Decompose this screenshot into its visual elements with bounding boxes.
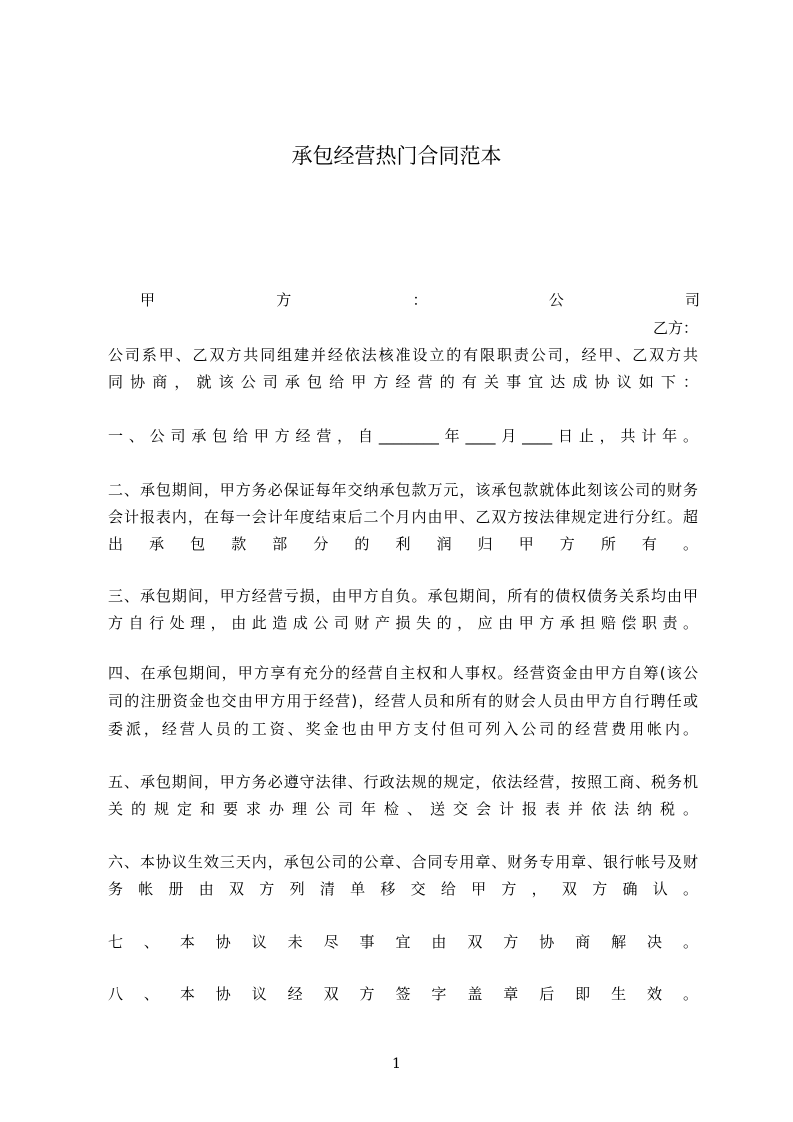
clause-4-line: 四、在承包期间，甲方享有充分的经营自主权和人事权。经营资金由甲方自筹(该公 <box>108 664 698 682</box>
clause-2-line: 会计报表内，在每一会计年度结束后二个月内由甲、乙双方按法律规定进行分红。超 <box>108 508 698 526</box>
clause-5-line: 关的规定和要求办理公司年检、送交会计报表并依法纳税。 <box>108 800 698 818</box>
clause-2-line: 出承包款部分的利润归甲方所有。 <box>108 535 698 553</box>
page-number: 1 <box>392 1056 401 1072</box>
clause-6-line: 务帐册由双方列清单移交给甲方，双方确认。 <box>108 880 698 898</box>
clause-5-line: 五、承包期间，甲方务必遵守法律、行政法规的规定，依法经营，按照工商、税务机 <box>108 773 698 791</box>
clause-3-line: 三、承包期间，甲方经营亏损，由甲方自负。承包期间，所有的债权债务关系均由甲 <box>108 587 698 605</box>
clause-3-line: 方自行处理，由此造成公司财产损失的，应由甲方承担赔偿职责。 <box>108 614 698 632</box>
clause-2-line: 二、承包期间，甲方务必保证每年交纳承包款万元，该承包款就体此刻该公司的财务 <box>108 481 698 499</box>
clause-8-line: 八、本协议经双方签字盖章后即生效。 <box>108 985 698 1003</box>
party-a-line: 甲方：公司 <box>140 291 700 309</box>
party-b-line: 乙方： <box>652 319 698 337</box>
clause-1-line: 一、公司承包给甲方经营，自________年____月____日止，共计年。 <box>108 427 698 445</box>
clause-4-line: 委派，经营人员的工资、奖金也由甲方支付但可列入公司的经营费用帐内。 <box>108 720 698 738</box>
intro-line: 同协商，就该公司承包给甲方经营的有关事宜达成协议如下： <box>108 373 698 391</box>
document-title: 承包经营热门合同范本 <box>291 144 502 168</box>
clause-7-line: 七、本协议未尽事宜由双方协商解决。 <box>108 933 698 951</box>
intro-line: 公司系甲、乙双方共同组建并经依法核准设立的有限职责公司，经甲、乙双方共 <box>108 346 698 364</box>
clause-4-line: 司的注册资金也交由甲方用于经营)，经营人员和所有的财会人员由甲方自行聘任或 <box>108 692 698 710</box>
clause-6-line: 六、本协议生效三天内，承包公司的公章、合同专用章、财务专用章、银行帐号及财 <box>108 853 698 871</box>
